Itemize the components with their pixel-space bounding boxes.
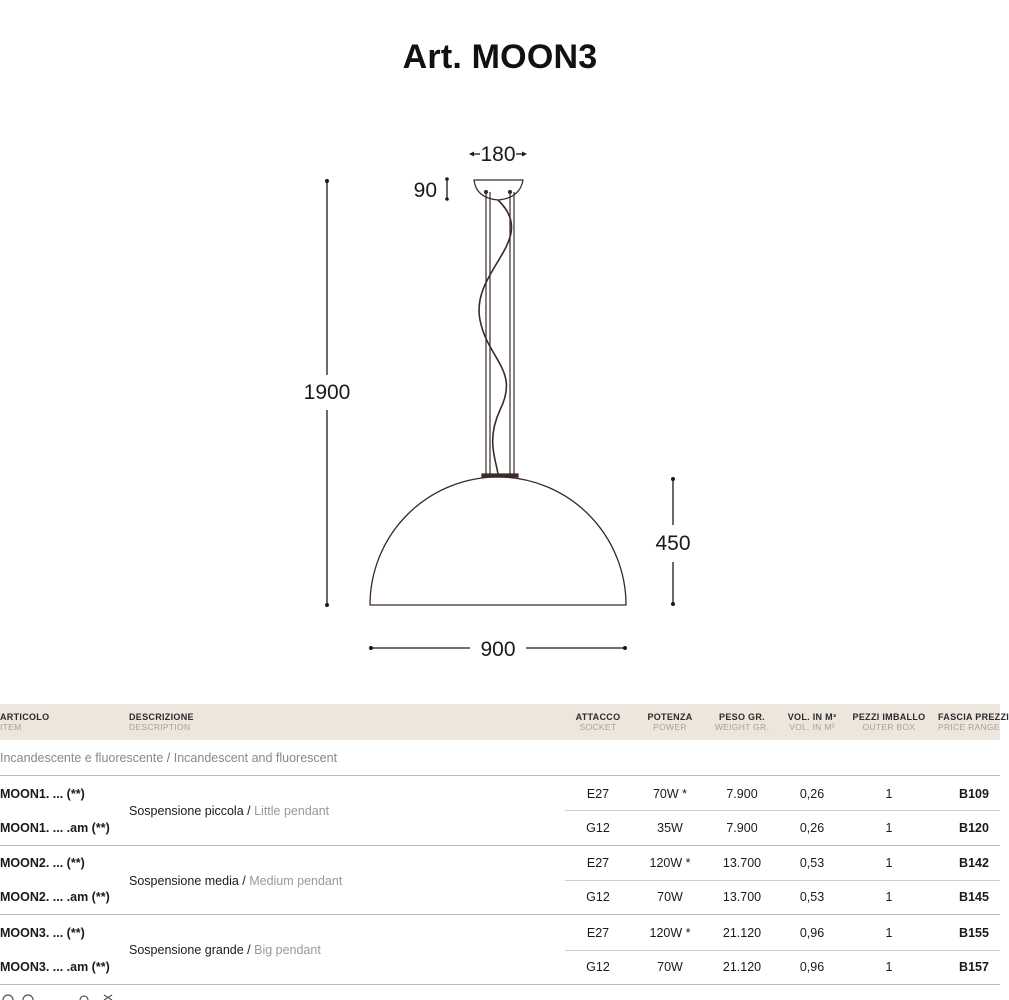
header-weight: PESO GR. WEIGHT GR. bbox=[714, 712, 770, 732]
price-value: B120 bbox=[959, 821, 989, 835]
group-divider bbox=[0, 984, 1000, 985]
socket-value: E27 bbox=[586, 856, 610, 870]
weight-value: 21.120 bbox=[722, 960, 762, 974]
power-value: 70W bbox=[657, 890, 683, 904]
canopy-height-label: 90 bbox=[413, 179, 437, 202]
socket-value: E27 bbox=[586, 926, 610, 940]
power-value: 70W * bbox=[652, 787, 688, 801]
socket-value: G12 bbox=[586, 821, 610, 835]
row-divider bbox=[565, 880, 1000, 881]
row-divider bbox=[565, 810, 1000, 811]
cert-icon bbox=[3, 995, 13, 1000]
top-width-label: 180 bbox=[480, 143, 516, 166]
header-item: ARTICOLO ITEM bbox=[0, 712, 50, 732]
group-divider bbox=[0, 914, 1000, 915]
header-socket: ATTACCO SOCKET bbox=[575, 712, 621, 732]
header-volume: VOL. IN M³ VOL. IN M³ bbox=[787, 712, 837, 732]
volume-value: 0,96 bbox=[799, 926, 825, 940]
volume-value: 0,26 bbox=[799, 821, 825, 835]
item-code: MOON1. ... .am (**) bbox=[0, 821, 110, 835]
header-price-range: FASCIA PREZZI PRICE RANGE bbox=[938, 712, 1009, 732]
volume-value: 0,96 bbox=[799, 960, 825, 974]
canopy-height-dimension bbox=[445, 177, 449, 201]
cert-icon bbox=[104, 995, 112, 1000]
weight-value: 7.900 bbox=[726, 821, 758, 835]
power-value: 70W bbox=[657, 960, 683, 974]
volume-value: 0,53 bbox=[799, 890, 825, 904]
price-value: B145 bbox=[959, 890, 989, 904]
volume-value: 0,26 bbox=[799, 787, 825, 801]
cert-icon bbox=[23, 995, 33, 1000]
box-value: 1 bbox=[885, 787, 893, 801]
socket-value: G12 bbox=[586, 890, 610, 904]
item-code: MOON3. ... (**) bbox=[0, 926, 85, 940]
socket-value: G12 bbox=[586, 960, 610, 974]
box-value: 1 bbox=[885, 856, 893, 870]
item-code: MOON2. ... .am (**) bbox=[0, 890, 110, 904]
group-description: Sospensione piccola / Little pendant bbox=[129, 804, 330, 818]
weight-value: 13.700 bbox=[722, 890, 762, 904]
table-header bbox=[0, 704, 1009, 740]
page-title: Art. MOON3 bbox=[402, 38, 598, 76]
total-height-label: 1900 bbox=[303, 381, 351, 404]
header-description: DESCRIZIONE DESCRIPTION bbox=[129, 712, 194, 732]
section-title: Incandescente e fluorescente / Incandescent and fluorescent bbox=[0, 751, 338, 765]
group-divider bbox=[0, 845, 1000, 846]
shade-height-label: 450 bbox=[655, 532, 691, 555]
box-value: 1 bbox=[885, 890, 893, 904]
group-description: Sospensione grande / Big pendant bbox=[129, 943, 321, 957]
item-code: MOON2. ... (**) bbox=[0, 856, 85, 870]
box-value: 1 bbox=[885, 821, 893, 835]
power-value: 120W * bbox=[649, 856, 691, 870]
weight-value: 21.120 bbox=[722, 926, 762, 940]
row-divider bbox=[565, 950, 1000, 951]
box-value: 1 bbox=[885, 960, 893, 974]
item-code: MOON3. ... .am (**) bbox=[0, 960, 110, 974]
header-outer-box: PEZZI IMBALLO OUTER BOX bbox=[852, 712, 926, 732]
table-divider bbox=[0, 775, 1000, 776]
shade-width-label: 900 bbox=[480, 638, 516, 661]
item-code: MOON1. ... (**) bbox=[0, 787, 85, 801]
certification-icons bbox=[0, 990, 140, 1000]
price-value: B109 bbox=[959, 787, 989, 801]
power-value: 35W bbox=[657, 821, 683, 835]
weight-value: 13.700 bbox=[722, 856, 762, 870]
power-value: 120W * bbox=[649, 926, 691, 940]
volume-value: 0,53 bbox=[799, 856, 825, 870]
group-description: Sospensione media / Medium pendant bbox=[129, 874, 343, 888]
pendant-lamp-drawing bbox=[370, 180, 626, 605]
socket-value: E27 bbox=[586, 787, 610, 801]
price-value: B155 bbox=[959, 926, 989, 940]
price-value: B157 bbox=[959, 960, 989, 974]
header-power: POTENZA POWER bbox=[647, 712, 693, 732]
cert-icon bbox=[80, 996, 88, 1000]
price-value: B142 bbox=[959, 856, 989, 870]
box-value: 1 bbox=[885, 926, 893, 940]
weight-value: 7.900 bbox=[726, 787, 758, 801]
